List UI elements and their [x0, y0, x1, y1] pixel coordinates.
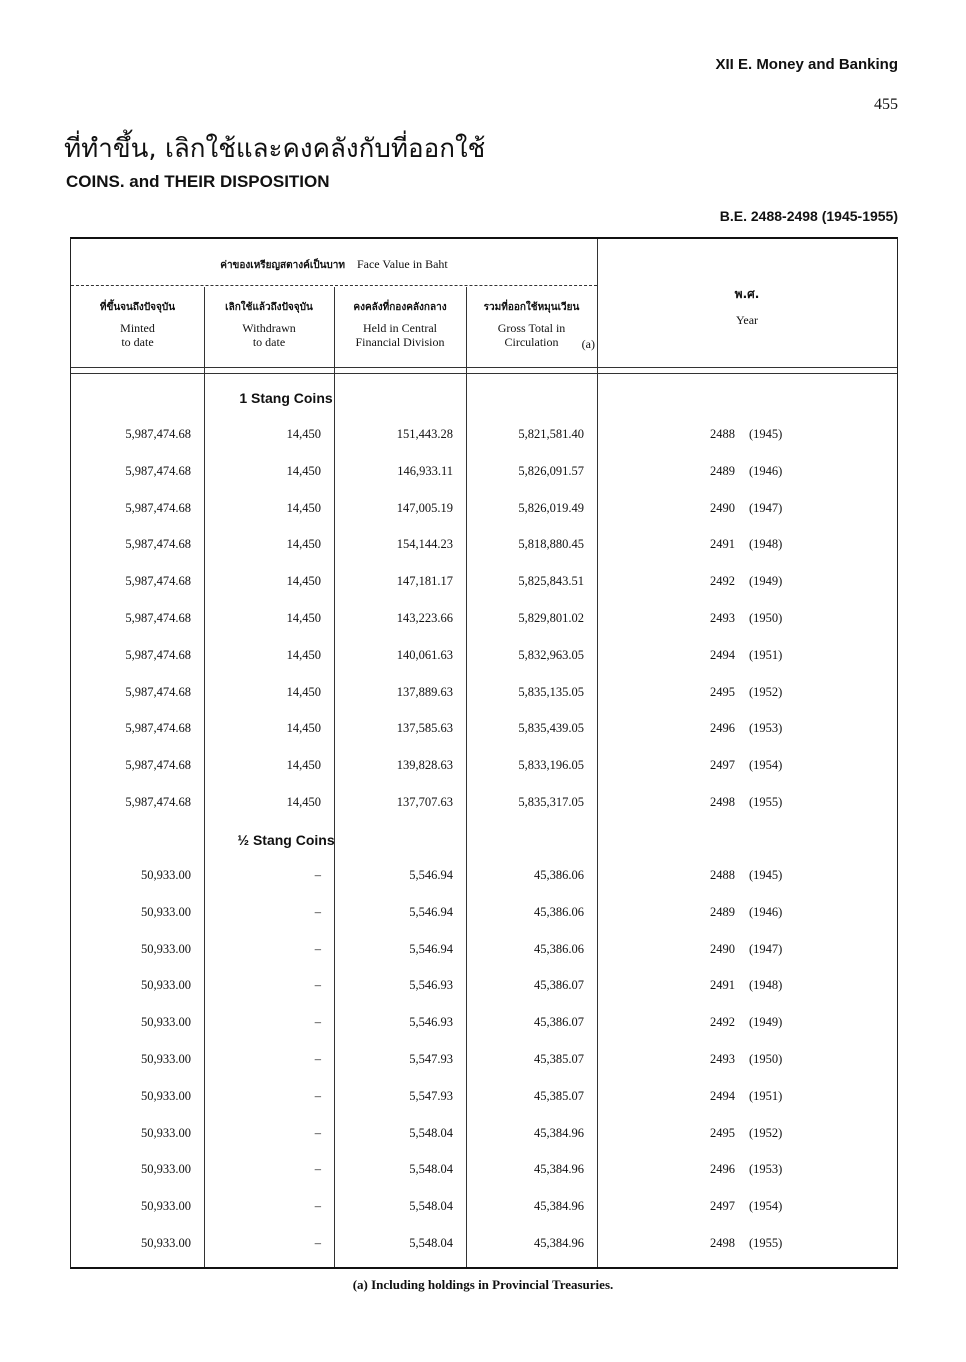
- group-header-thai: ค่าของเหรียญสตางค์เป็นบาท: [220, 260, 345, 271]
- table-row: [71, 868, 897, 898]
- cell-circulation: 5,835,439.05: [518, 721, 584, 736]
- table-row: [71, 721, 897, 751]
- cell-be: 2495: [710, 684, 735, 699]
- cell-ce: (1954): [749, 758, 783, 773]
- cell-circulation: 45,384.96: [534, 1125, 584, 1140]
- group-header-english: Face Value in Baht: [356, 257, 448, 271]
- cell-minted: 5,987,474.68: [125, 684, 191, 699]
- cell-ce: (1953): [749, 1162, 783, 1177]
- cell-be: 2497: [710, 758, 735, 773]
- cell-be: 2491: [710, 978, 735, 993]
- column-header-english: Financial Division: [355, 335, 445, 349]
- table-row: [71, 537, 897, 567]
- cell-ce: (1945): [749, 427, 783, 441]
- cell-ce: (1948): [749, 978, 783, 993]
- coins-table: [70, 237, 898, 1269]
- cell-held: 147,005.19: [396, 500, 453, 515]
- cell-circulation: 45,386.06: [534, 904, 584, 919]
- cell-minted: 5,987,474.68: [125, 574, 191, 589]
- cell-held: 5,546.93: [409, 1015, 453, 1030]
- column-header-minted: [71, 301, 204, 349]
- page-title-thai: ที่ทำขึ้น, เลิกใช้และคงคลังกับที่ออกใช้: [64, 134, 486, 164]
- cell-ce: (1947): [749, 941, 783, 956]
- cell-ce: (1952): [749, 1125, 783, 1140]
- table-row: [71, 1015, 897, 1045]
- cell-ce: (1950): [749, 611, 783, 625]
- cell-withdrawn: –: [314, 978, 321, 993]
- cell-withdrawn: –: [314, 904, 321, 919]
- cell-circulation: 45,384.96: [534, 1236, 584, 1250]
- header-bottom-rule: [71, 367, 897, 368]
- cell-ce: (1946): [749, 463, 783, 478]
- cell-minted: 5,987,474.68: [125, 611, 191, 625]
- cell-minted: 50,933.00: [141, 1088, 191, 1103]
- column-header-thai: คงคลังที่กองคลังกลาง: [353, 302, 447, 313]
- column-header-circulation: [466, 301, 597, 349]
- cell-minted: 50,933.00: [141, 904, 191, 919]
- table-row: [71, 942, 897, 972]
- cell-minted: 50,933.00: [141, 1052, 191, 1066]
- cell-held: 147,181.17: [396, 574, 453, 589]
- table-row: [71, 1052, 897, 1082]
- table-row: [71, 1199, 897, 1229]
- cell-withdrawn: –: [314, 1088, 321, 1103]
- cell-withdrawn: –: [314, 1162, 321, 1177]
- cell-ce: (1947): [749, 500, 783, 515]
- table-row: [71, 758, 897, 788]
- cell-be: 2496: [710, 721, 735, 736]
- section-heading: XII E. Money and Banking: [715, 56, 898, 73]
- cell-ce: (1954): [749, 1199, 783, 1214]
- column-header-english: Withdrawn: [242, 321, 296, 335]
- cell-withdrawn: –: [314, 941, 321, 956]
- cell-held: 146,933.11: [397, 463, 453, 478]
- cell-circulation: 45,384.96: [534, 1162, 584, 1177]
- year-header-english: Year: [735, 313, 759, 327]
- column-header-withdrawn: [204, 301, 334, 349]
- cell-held: 5,546.93: [409, 978, 453, 993]
- cell-be: 2494: [710, 647, 735, 662]
- cell-minted: 5,987,474.68: [125, 795, 191, 809]
- cell-circulation: 5,826,091.57: [518, 463, 584, 478]
- page-number: 455: [874, 96, 898, 113]
- cell-withdrawn: 14,450: [286, 427, 321, 441]
- table-row: [71, 795, 897, 825]
- table-row: [71, 501, 897, 531]
- cell-ce: (1955): [749, 1236, 783, 1250]
- cell-held: 137,889.63: [396, 684, 453, 699]
- column-header-thai: เลิกใช้แล้วถึงปัจจุบัน: [225, 302, 313, 313]
- cell-minted: 50,933.00: [141, 1162, 191, 1177]
- table-row: [71, 978, 897, 1008]
- cell-held: 140,061.63: [396, 647, 453, 662]
- cell-minted: 5,987,474.68: [125, 500, 191, 515]
- cell-be: 2497: [710, 1199, 735, 1214]
- cell-withdrawn: –: [314, 868, 321, 882]
- cell-held: 151,443.28: [396, 427, 453, 441]
- cell-withdrawn: 14,450: [286, 574, 321, 589]
- cell-minted: 5,987,474.68: [125, 647, 191, 662]
- cell-be: 2495: [710, 1125, 735, 1140]
- cell-withdrawn: 14,450: [286, 463, 321, 478]
- column-header-english: Circulation: [504, 335, 559, 349]
- cell-be: 2494: [710, 1088, 735, 1103]
- footnote: (a) Including holdings in Provincial Treasuries.: [352, 1277, 614, 1292]
- column-header-english: Held in Central: [363, 321, 437, 335]
- cell-be: 2490: [710, 500, 735, 515]
- cell-minted: 50,933.00: [141, 941, 191, 956]
- cell-ce: (1953): [749, 721, 783, 736]
- cell-held: 5,548.04: [409, 1236, 453, 1250]
- cell-circulation: 5,826,019.49: [518, 500, 584, 515]
- cell-held: 143,223.66: [396, 611, 453, 625]
- cell-circulation: 5,835,317.05: [518, 795, 584, 809]
- cell-be: 2488: [710, 868, 735, 882]
- cell-ce: (1951): [749, 647, 783, 662]
- cell-circulation: 45,384.96: [534, 1199, 584, 1214]
- table-row: [71, 685, 897, 715]
- year-header-thai: พ.ศ.: [734, 287, 760, 301]
- cell-circulation: 45,385.07: [534, 1088, 584, 1103]
- cell-held: 5,548.04: [409, 1199, 453, 1214]
- face-value-group-header: [71, 257, 597, 273]
- cell-held: 5,547.93: [409, 1088, 453, 1103]
- cell-be: 2498: [710, 795, 735, 809]
- footnote-marker: (a): [581, 337, 595, 351]
- cell-ce: (1955): [749, 795, 783, 809]
- table-row: [71, 464, 897, 494]
- cell-held: 137,585.63: [396, 721, 453, 736]
- column-header-english: Minted: [120, 321, 155, 335]
- cell-be: 2496: [710, 1162, 735, 1177]
- column-header-held: [334, 301, 466, 349]
- cell-circulation: 45,386.06: [534, 941, 584, 956]
- cell-circulation: 5,833,196.05: [518, 758, 584, 773]
- cell-withdrawn: 14,450: [286, 721, 321, 736]
- cell-held: 5,546.94: [409, 868, 453, 882]
- cell-circulation: 5,825,843.51: [518, 574, 584, 589]
- cell-ce: (1948): [749, 537, 783, 552]
- header-bottom-rule: [71, 373, 897, 374]
- cell-be: 2489: [710, 904, 735, 919]
- cell-withdrawn: –: [314, 1125, 321, 1140]
- header-rule: [71, 285, 597, 286]
- cell-ce: (1949): [749, 1015, 783, 1030]
- column-header-year: [597, 287, 897, 327]
- cell-be: 2493: [710, 1052, 735, 1066]
- cell-circulation: 5,818,880.45: [518, 537, 584, 552]
- table-row: [71, 611, 897, 641]
- cell-minted: 5,987,474.68: [125, 721, 191, 736]
- cell-minted: 5,987,474.68: [125, 758, 191, 773]
- cell-minted: 5,987,474.68: [125, 427, 191, 441]
- cell-ce: (1951): [749, 1088, 783, 1103]
- cell-be: 2489: [710, 463, 735, 478]
- cell-ce: (1949): [749, 574, 783, 589]
- cell-ce: (1945): [749, 868, 783, 882]
- cell-be: 2493: [710, 611, 735, 625]
- cell-circulation: 5,829,801.02: [518, 611, 584, 625]
- column-header-english: to date: [121, 335, 154, 349]
- table-row: [71, 1126, 897, 1156]
- cell-circulation: 5,821,581.40: [518, 427, 584, 441]
- cell-withdrawn: 14,450: [286, 684, 321, 699]
- table-row: [71, 648, 897, 678]
- cell-be: 2488: [710, 427, 735, 441]
- cell-held: 5,546.94: [409, 904, 453, 919]
- cell-circulation: 5,832,963.05: [518, 647, 584, 662]
- cell-be: 2491: [710, 537, 735, 552]
- table-row: [71, 905, 897, 935]
- cell-be: 2498: [710, 1236, 735, 1250]
- cell-be: 2492: [710, 1015, 735, 1030]
- cell-held: 137,707.63: [396, 795, 453, 809]
- cell-held: 5,548.04: [409, 1125, 453, 1140]
- cell-minted: 50,933.00: [141, 1236, 191, 1250]
- table-row: [71, 427, 897, 457]
- cell-minted: 50,933.00: [141, 978, 191, 993]
- column-header-thai: ที่ขึ้นจนถึงปัจจุบัน: [99, 302, 176, 313]
- group-label: ½ Stang Coins: [237, 832, 335, 848]
- cell-circulation: 5,835,135.05: [518, 684, 584, 699]
- cell-withdrawn: –: [314, 1015, 321, 1030]
- cell-held: 139,828.63: [396, 758, 453, 773]
- cell-withdrawn: –: [314, 1199, 321, 1214]
- page-title-english: COINS. and THEIR DISPOSITION: [66, 172, 330, 191]
- cell-withdrawn: 14,450: [286, 795, 321, 809]
- cell-minted: 50,933.00: [141, 1125, 191, 1140]
- cell-minted: 50,933.00: [141, 1199, 191, 1214]
- cell-withdrawn: 14,450: [286, 500, 321, 515]
- column-header-english: Gross Total in: [497, 321, 566, 335]
- period-label: B.E. 2488-2498 (1945-1955): [719, 208, 898, 224]
- cell-withdrawn: 14,450: [286, 537, 321, 552]
- cell-minted: 50,933.00: [141, 868, 191, 882]
- table-row: [71, 574, 897, 604]
- cell-minted: 50,933.00: [141, 1015, 191, 1030]
- cell-minted: 5,987,474.68: [125, 463, 191, 478]
- cell-withdrawn: –: [314, 1236, 321, 1250]
- cell-held: 154,144.23: [396, 537, 453, 552]
- group-label: 1 Stang Coins: [239, 390, 333, 406]
- cell-be: 2490: [710, 941, 735, 956]
- cell-ce: (1946): [749, 904, 783, 919]
- table-row: [71, 1236, 897, 1266]
- cell-ce: (1952): [749, 684, 783, 699]
- table-row: [71, 1162, 897, 1192]
- table-row: [71, 1089, 897, 1119]
- cell-circulation: 45,386.07: [534, 978, 584, 993]
- column-header-thai: รวมที่ออกใช้หมุนเวียน: [483, 302, 580, 313]
- cell-ce: (1950): [749, 1052, 783, 1066]
- cell-withdrawn: 14,450: [286, 611, 321, 625]
- cell-circulation: 45,386.06: [534, 868, 584, 882]
- cell-withdrawn: –: [314, 1052, 321, 1066]
- cell-held: 5,547.93: [409, 1052, 453, 1066]
- cell-be: 2492: [710, 574, 735, 589]
- cell-withdrawn: 14,450: [286, 647, 321, 662]
- column-header-english: to date: [252, 335, 286, 349]
- cell-held: 5,548.04: [409, 1162, 453, 1177]
- cell-held: 5,546.94: [409, 941, 453, 956]
- cell-minted: 5,987,474.68: [125, 537, 191, 552]
- cell-circulation: 45,385.07: [534, 1052, 584, 1066]
- cell-withdrawn: 14,450: [286, 758, 321, 773]
- cell-circulation: 45,386.07: [534, 1015, 584, 1030]
